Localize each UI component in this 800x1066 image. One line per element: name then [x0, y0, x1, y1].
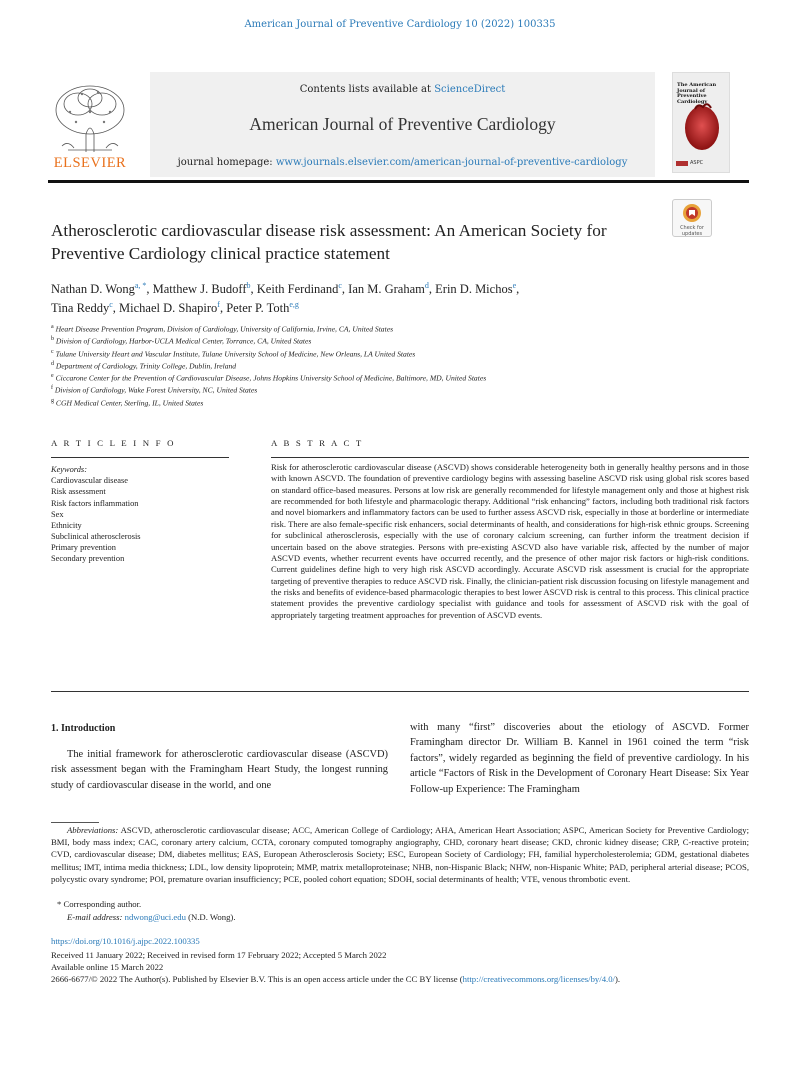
- check-updates-icon: [682, 203, 702, 223]
- journal-title: American Journal of Preventive Cardiology: [249, 114, 556, 134]
- cover-title: The American Journal of Preventive Cardiology: [677, 82, 717, 105]
- footnote-rule: [51, 822, 99, 823]
- author-name[interactable]: Matthew J. Budoff: [152, 282, 247, 297]
- email-suffix: (N.D. Wong).: [185, 912, 236, 922]
- doi-link[interactable]: https://doi.org/10.1016/j.ajpc.2022.100335: [51, 936, 200, 946]
- author-name[interactable]: Erin D. Michos: [435, 282, 513, 297]
- affiliation-marker: e: [51, 373, 54, 380]
- author-affiliation-marker[interactable]: e,g: [289, 299, 299, 309]
- affiliation-text: Heart Disease Prevention Program, Division of Cardiology, University of California, Irvine, CA, United States: [55, 324, 394, 334]
- affiliation-marker: a: [51, 324, 54, 330]
- affiliation-text: Division of Cardiology, Wake Forest University, NC, United States: [54, 386, 258, 396]
- article-info-rule: [51, 457, 229, 458]
- author-affiliation-marker[interactable]: b: [246, 281, 251, 290]
- license-suffix: ).: [614, 974, 621, 984]
- affiliation-item: [51, 360, 751, 372]
- article-info-label: A R T I C L E I N F O: [51, 438, 176, 448]
- author-name[interactable]: Ian M. Graham: [348, 282, 425, 297]
- abbreviations-footnote: [51, 824, 749, 885]
- affiliation-text: CGH Medical Center, Sterling, IL, United States: [55, 398, 204, 408]
- author-separator: ,: [516, 282, 520, 297]
- author-email-link[interactable]: ndwong@uci.edu: [124, 912, 186, 922]
- journal-homepage-link[interactable]: www.journals.elsevier.com/american-journal-of-preventive-cardiology: [275, 157, 628, 168]
- intro-paragraph-col2: with many “first” discoveries about the etiology of ASCVD. Former Framingham director Dr. William B. Kannel in 1961 coined the term “risk factors”, widely regarded as beginning the field of preventive cardiology. In his article “Factors of Risk in the Development of Coronary Heart Disease: Six Year Follow-up Experience: The Framingham: [410, 722, 749, 795]
- abbreviations-label: Abbreviations:: [67, 825, 119, 835]
- abstract-bottom-rule: [51, 691, 749, 692]
- author-separator: ,: [112, 301, 120, 316]
- journal-citation[interactable]: American Journal of Preventive Cardiology 10 (2022) 100335: [244, 19, 556, 30]
- author-affiliation-marker[interactable]: a, *: [134, 281, 147, 290]
- affiliation-text: Division of Cardiology, Harbor-UCLA Medical Center, Torrance, CA, United States: [55, 336, 312, 346]
- affiliation-item: [51, 397, 751, 409]
- affiliation-item: [51, 372, 751, 384]
- affiliation-marker: b: [51, 336, 54, 343]
- received-dates: Received 11 January 2022; Received in revised form 17 February 2022; Accepted 5 March 2022: [51, 950, 387, 960]
- author-separator: ,: [146, 282, 153, 297]
- author-affiliation-marker[interactable]: e: [512, 281, 517, 290]
- keyword-item: Secondary prevention: [51, 554, 125, 564]
- journal-homepage-line: [150, 157, 655, 168]
- affiliation-item: [51, 323, 751, 335]
- license-link[interactable]: http://creativecommons.org/licenses/by/4.0/: [462, 974, 615, 984]
- affiliation-text: Ciccarone Center for the Prevention of Cardiovascular Disease, Johns Hopkins University School of Medicine, Baltimore, MD, United States: [55, 373, 487, 383]
- author-name[interactable]: Keith Ferdinand: [256, 282, 339, 297]
- keywords-label: Keywords:: [51, 465, 87, 474]
- author-list: [51, 280, 711, 318]
- keyword-item: Risk factors inflammation: [51, 498, 139, 508]
- author-affiliation-marker[interactable]: d: [424, 281, 429, 290]
- author-separator: ,: [219, 301, 227, 316]
- introduction-heading: 1. Introduction: [51, 723, 116, 734]
- affiliation-item: [51, 335, 751, 347]
- author-affiliation-marker[interactable]: c: [338, 281, 342, 290]
- author-name[interactable]: Tina Reddy: [51, 301, 110, 316]
- license-line: [51, 974, 751, 984]
- elsevier-wordmark: ELSEVIER: [53, 155, 127, 171]
- author-separator: ,: [428, 282, 436, 297]
- keywords-block: [51, 464, 231, 565]
- corresponding-author-note: * Corresponding author.: [57, 899, 142, 909]
- author-name[interactable]: Michael D. Shapiro: [119, 301, 218, 316]
- author-separator: ,: [341, 282, 349, 297]
- cover-badge: ASPC: [690, 160, 704, 166]
- affiliation-item: [51, 384, 751, 396]
- homepage-prefix: journal homepage:: [177, 157, 276, 168]
- affiliation-item: [51, 348, 751, 360]
- keyword-item: Risk assessment: [51, 487, 106, 497]
- check-updates-label: Check for updates: [680, 225, 704, 237]
- abstract-rule: [271, 457, 749, 458]
- affiliation-text: Department of Cardiology, Trinity College, Dublin, Ireland: [55, 361, 237, 371]
- keyword-item: Primary prevention: [51, 543, 116, 553]
- author-name[interactable]: Nathan D. Wong: [51, 282, 135, 297]
- abstract-text: Risk for atherosclerotic cardiovascular disease (ASCVD) shows considerable heterogeneity both in generally healthy persons and in those with known ASCVD. The foundation of preventive cardiology begins with assessing baseline ASCVD risk using global risk scores based on standard office-based measures. Persons at low risk are generally recommended for lifestyle management only and those at highest risk are recommended for both lifestyle and pharmacologic therapy. Additional “risk enhancing” factors, including both traditional risk factors and novel biomarkers and inflammatory factors can be used to further assess ASCVD risk, especially in those at borderline or intermediate risk. There are also female-specific risk enhancers, social determinants of health, and considerations for high-risk ethnic groups. Screening for subclinical atherosclerosis, especially with the use of coronary calcium screening, can further inform the treatment decision if uncertain based on the above strategies. Persons with pre-existing ASCVD also have variable risk, affected by the number of major ASCVD events, whether recurrent events have occurred recently, and the presence of other major risk factors or high-risk conditions. Current guidelines define high to very high risk ASCVD accordingly. Accurate ASCVD risk assessment is crucial for the appropriate targeting of preventive therapies to reduce ASCVD risk. Finally, the clinician-patient risk discussion focusing on lifestyle management and the risks and benefits of evidence-based pharmacologic therapies to best lower ASCVD risk is central to this process. This clinical practice statement provides the preventive cardiology specialist with guidance and tools for assessment of ASCVD risk with the goal of appropriately targeting treatment approaches for prevention of ASCVD events.: [271, 462, 749, 620]
- keyword-item: Ethnicity: [51, 520, 82, 530]
- keyword-item: Subclinical atherosclerosis: [51, 532, 141, 542]
- check-for-updates-badge[interactable]: [672, 199, 712, 237]
- sciencedirect-link[interactable]: ScienceDirect: [434, 84, 506, 95]
- email-line: [67, 912, 236, 922]
- article-title: Atherosclerotic cardiovascular disease risk assessment: An American Society for Preventive Cardiology clinical practice statement: [51, 221, 607, 263]
- header-rule: [48, 180, 749, 183]
- keyword-item: Cardiovascular disease: [51, 476, 128, 486]
- abstract-label: A B S T R A C T: [271, 438, 364, 448]
- author-name[interactable]: Peter P. Toth: [226, 301, 290, 316]
- license-prefix: 2666-6677/© 2022 The Author(s). Published by Elsevier B.V. This is an open access article under the CC BY license (: [51, 974, 463, 984]
- author-separator: ,: [250, 282, 257, 297]
- author-affiliation-marker[interactable]: c: [109, 299, 113, 309]
- email-label: E-mail address:: [67, 912, 125, 922]
- affiliation-marker: c: [51, 348, 54, 355]
- affiliation-marker: g: [51, 397, 54, 404]
- journal-cover-thumbnail[interactable]: [672, 72, 730, 173]
- affiliation-marker: f: [51, 385, 53, 392]
- affiliation-list: [51, 323, 751, 409]
- affiliation-marker: d: [51, 360, 54, 367]
- intro-paragraph-col1: The initial framework for atherosclerotic cardiovascular disease (ASCVD) risk assessment began with the Framingham Heart Study, the longest running study of cardiovascular disease in the world, and one: [51, 749, 388, 791]
- author-affiliation-marker[interactable]: f: [217, 299, 220, 309]
- keyword-item: Sex: [51, 509, 64, 519]
- contents-prefix: Contents lists available at: [299, 84, 435, 95]
- contents-line: [150, 84, 655, 95]
- affiliation-text: Tulane University Heart and Vascular Institute, Tulane University School of Medicine, New Orleans, LA United States: [55, 349, 416, 359]
- available-online-date: Available online 15 March 2022: [51, 962, 164, 972]
- abbreviations-text: ASCVD, atherosclerotic cardiovascular disease; ACC, American College of Cardiology; AHA, American Heart Association; ASPC, American Society for Preventive Cardiology; BMI, body mass index; CAC, coronary artery calcium, CCTA, coronary computed tomography angiography, CHD, coronary heart disease; CKD, chronic kidney disease; CRP, C-reactive protein; CVD, cardiovascular disease; DM, diabetes mellitus; EAS, European Atherosclerosis Society; ESC, European Society of Cardiology; FH, familial hypercholesterolemia; GDM, gestational diabetes mellitus; IMT, intima media thickness; LDL, low density lipoprotein; MMP, matrix metalloproteinase; NHB, non-Hispanic Black; NHW, non-Hispanic White; PAD, peripheral arterial disease; PCOS, polycystic ovary syndrome; POI, premature ovarian insufficiency; PCE, pooled cohort equation; SDOH, social determinants of health; VTE, venous thrombotic event.: [51, 825, 749, 884]
